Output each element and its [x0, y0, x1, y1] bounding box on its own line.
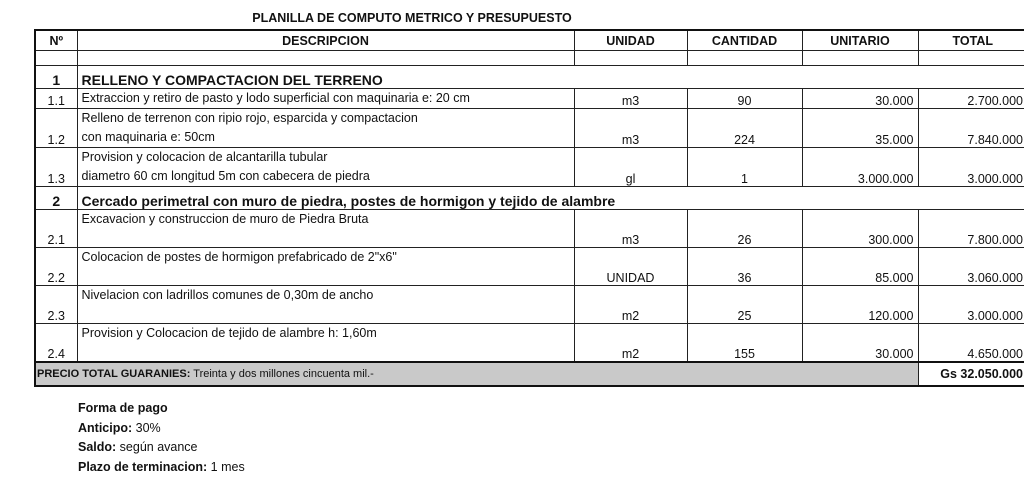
item-unitario: 120.000: [802, 286, 918, 324]
total-label-cell: [35, 362, 918, 386]
section-title: Cercado perimetral con muro de piedra, postes de hormigon y tejido de alambre: [77, 187, 1024, 210]
item-unidad: UNIDAD: [574, 248, 687, 286]
item-description-line: [82, 305, 570, 323]
item-unidad: m3: [574, 109, 687, 148]
document-title: PLANILLA DE COMPUTO METRICO Y PRESUPUESTO: [252, 11, 572, 25]
item-description-line: Provision y colocacion de alcantarilla tubular: [81, 150, 328, 164]
section-row: [35, 187, 1024, 210]
table-body: [35, 51, 1024, 387]
total-text: Treinta y dos millones cincuenta mil.-: [190, 368, 374, 380]
item-description: [77, 148, 574, 187]
item-description-line: Extraccion y retiro de pasto y lodo superficial con maquinaria e: 20 cm: [81, 91, 470, 105]
table-row: [35, 210, 1024, 248]
item-number: 2.3: [35, 286, 77, 324]
payment-plazo: Plazo de terminacion: 1 mes: [78, 459, 245, 474]
section-number: 1: [35, 66, 77, 89]
table-row: [35, 324, 1024, 363]
total-amount: Gs 32.050.000: [918, 362, 1024, 386]
item-unidad: gl: [574, 148, 687, 187]
item-description: [77, 89, 574, 109]
item-unitario: 3.000.000: [802, 148, 918, 187]
payment-saldo: Saldo: según avance: [78, 440, 198, 454]
item-cantidad: 36: [687, 248, 802, 286]
item-cantidad: 25: [687, 286, 802, 324]
header-cantidad: CANTIDAD: [687, 30, 802, 51]
item-unidad: m3: [574, 89, 687, 109]
item-number: 1.2: [35, 109, 77, 148]
spacer-row: [35, 51, 1024, 66]
item-total: 7.800.000: [918, 210, 1024, 248]
header-unitario: UNITARIO: [802, 30, 918, 51]
header-descripcion: DESCRIPCION: [77, 30, 574, 51]
total-label: PRECIO TOTAL GUARANIES:: [37, 368, 191, 380]
item-cantidad: 90: [687, 89, 802, 109]
item-description-line: [82, 267, 570, 285]
table-row: [35, 148, 1024, 187]
item-total: 3.060.000: [918, 248, 1024, 286]
item-unidad: m3: [574, 210, 687, 248]
item-description-line: diametro 60 cm longitud 5m con cabecera de piedra: [81, 169, 370, 183]
item-description: [77, 324, 574, 363]
item-cantidad: 1: [687, 148, 802, 187]
item-unitario: 30.000: [802, 324, 918, 363]
item-number: 1.3: [35, 148, 77, 187]
table-row: [35, 248, 1024, 286]
item-description-line: Excavacion y construccion de muro de Piedra Bruta: [81, 212, 369, 226]
header-total: TOTAL: [918, 30, 1024, 51]
item-total: 7.840.000: [918, 109, 1024, 148]
item-cantidad: 155: [687, 324, 802, 363]
item-number: 2.4: [35, 324, 77, 363]
payment-terms: [78, 399, 245, 477]
payment-heading: Forma de pago: [78, 401, 168, 415]
item-description: [77, 210, 574, 248]
section-title: RELLENO Y COMPACTACION DEL TERRENO: [77, 66, 1024, 89]
item-description-line: con maquinaria e: 50cm: [81, 130, 215, 144]
item-total: 3.000.000: [918, 148, 1024, 187]
item-cantidad: 224: [687, 109, 802, 148]
item-number: 1.1: [35, 89, 77, 109]
table-row: [35, 286, 1024, 324]
item-description-line: [82, 229, 570, 247]
payment-anticipo: Anticipo: 30%: [78, 420, 161, 435]
header-unidad: UNIDAD: [574, 30, 687, 51]
item-unitario: 30.000: [802, 89, 918, 109]
item-description-line: Provision y Colocacion de tejido de alambre h: 1,60m: [81, 326, 377, 340]
item-description: [77, 109, 574, 148]
header-num: Nº: [35, 30, 77, 51]
item-total: 3.000.000: [918, 286, 1024, 324]
table-row: [35, 109, 1024, 148]
item-number: 2.1: [35, 210, 77, 248]
header-row: [35, 30, 1024, 51]
item-description: [77, 248, 574, 286]
section-row: [35, 66, 1024, 89]
item-description-line: Colocacion de postes de hormigon prefabricado de 2"x6": [81, 250, 397, 264]
item-total: 4.650.000: [918, 324, 1024, 363]
item-total: 2.700.000: [918, 89, 1024, 109]
item-unitario: 85.000: [802, 248, 918, 286]
item-description-line: Nivelacion con ladrillos comunes de 0,30m de ancho: [81, 288, 374, 302]
item-description: [77, 286, 574, 324]
item-unidad: m2: [574, 286, 687, 324]
item-description-line: [82, 343, 570, 361]
item-unitario: 35.000: [802, 109, 918, 148]
budget-table: [34, 29, 1024, 387]
total-row: [35, 362, 1024, 386]
item-description-line: Relleno de terrenon con ripio rojo, esparcida y compactacion: [81, 111, 418, 125]
item-unitario: 300.000: [802, 210, 918, 248]
table-row: [35, 89, 1024, 109]
item-cantidad: 26: [687, 210, 802, 248]
section-number: 2: [35, 187, 77, 210]
item-unidad: m2: [574, 324, 687, 363]
item-number: 2.2: [35, 248, 77, 286]
